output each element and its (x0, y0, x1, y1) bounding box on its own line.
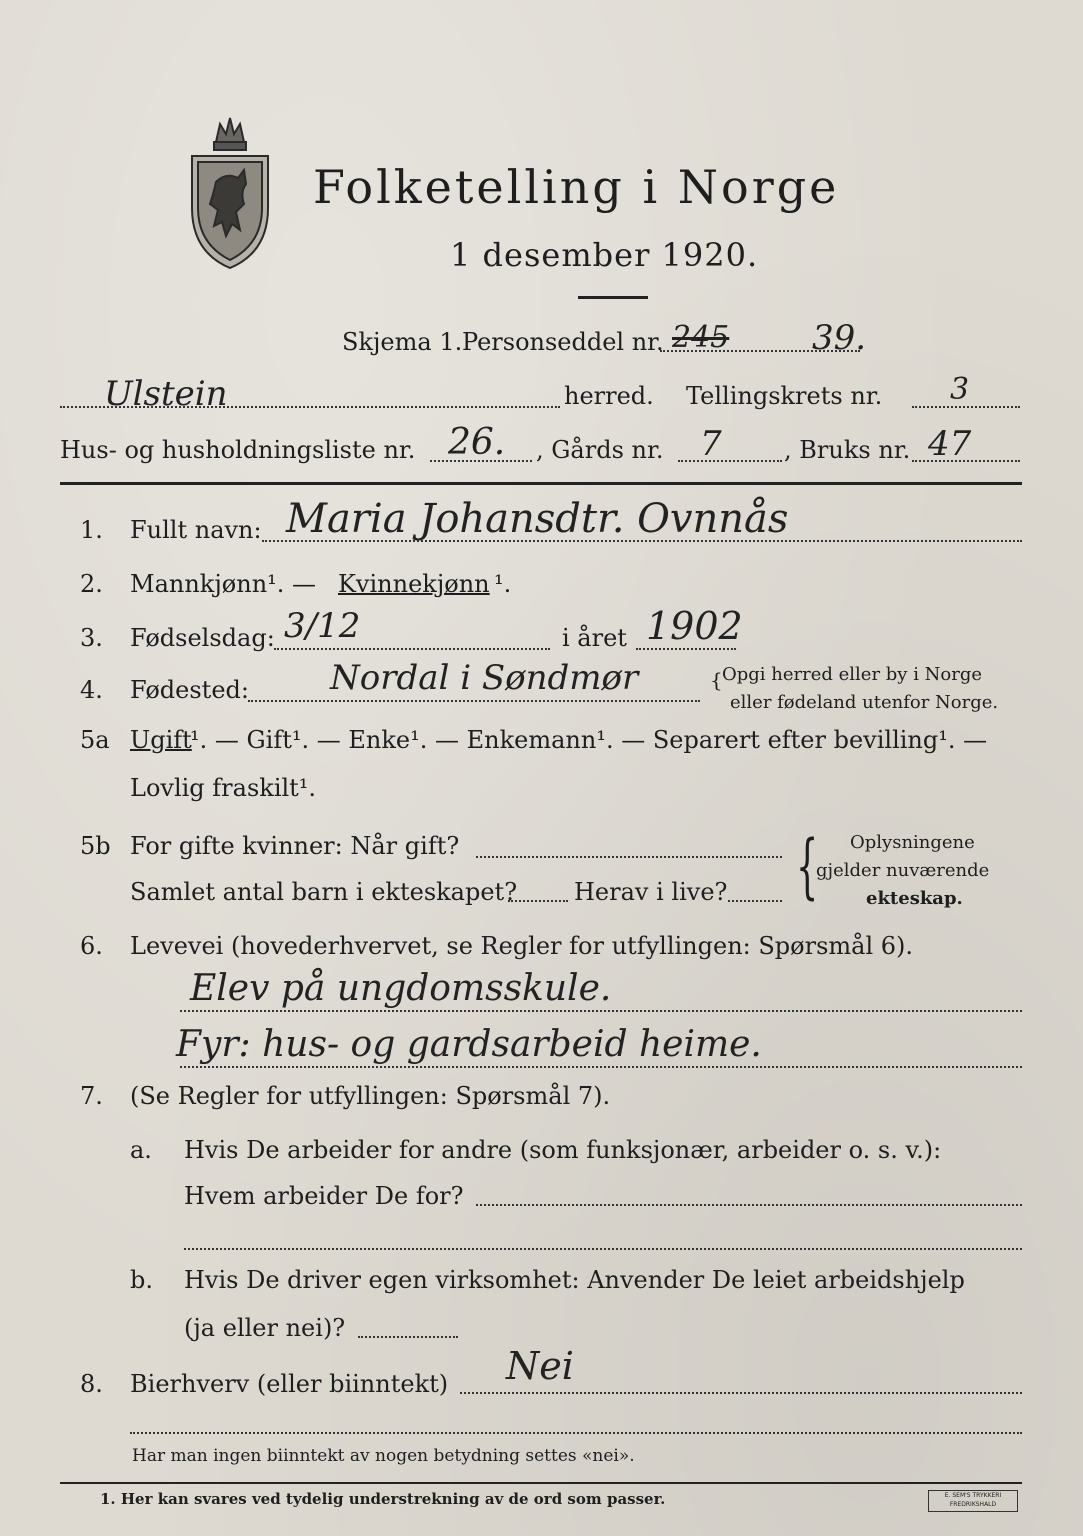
herred-value: Ulstein (104, 374, 228, 414)
header-separator (60, 482, 1022, 485)
full-name-value: Maria Johansdtr. Ovnnås (286, 496, 789, 542)
herred-line (60, 406, 560, 408)
husholdningsliste-line (430, 460, 532, 462)
q5b-note-line1: Oplysningene (850, 832, 975, 853)
footer-separator (60, 1482, 1022, 1484)
side-income-value: Nei (506, 1344, 574, 1388)
bruks-label: , Bruks nr. (784, 436, 911, 464)
q6-label: Levevei (hovederhvervet, se Regler for utfyllingen: Spørsmål 6). (130, 932, 914, 960)
side-income-extra-line (130, 1432, 1022, 1434)
birthplace-note-line1: Opgi herred eller by i Norge (722, 664, 983, 685)
q5b-married-line (476, 856, 782, 858)
q7b-label: Hvis De driver egen virksomhet: Anvender De leiet arbeidshjelp (184, 1266, 965, 1294)
birth-year-label: i året (562, 624, 627, 652)
q5b-note-brace: { (796, 825, 819, 907)
birthplace-line (248, 700, 700, 702)
q5b-children-line (508, 900, 568, 902)
q8-label: Bierhverv (eller biinntekt) (130, 1370, 449, 1398)
footnote: 1. Her kan svares ved tydelig understrekning av de ord som passer. (100, 1490, 666, 1508)
q7b-letter: b. (130, 1266, 153, 1294)
q5b-alive-label: Herav i live? (574, 878, 728, 906)
form-title: Folketelling i Norge (313, 160, 840, 214)
side-income-line (460, 1392, 1022, 1394)
q5a-unmarried: Ugift (130, 726, 192, 754)
birthplace-note-line2: eller fødeland utenfor Norge. (730, 692, 999, 713)
q5b-note-line2: gjelder nuværende (816, 860, 990, 881)
census-date: 1 desember 1920. (450, 236, 759, 274)
q7b-answer-label: (ja eller nei)? (184, 1314, 346, 1342)
q3-number: 3. (80, 624, 103, 652)
q1-label: Fullt navn: (130, 516, 262, 544)
q4-label: Fødested: (130, 676, 249, 704)
q7-label: (Se Regler for utfyllingen: Spørsmål 7). (130, 1082, 611, 1110)
q7-number: 7. (80, 1082, 103, 1110)
q2-female-label: Kvinnekjønn (338, 570, 490, 598)
q5b-alive-line (728, 900, 782, 902)
q2-suffix: ¹. (494, 570, 512, 598)
birth-year-line (636, 648, 736, 650)
q7a-employer-line (476, 1204, 1022, 1206)
title-divider (578, 296, 648, 299)
personseddel-value: 39. (812, 318, 867, 358)
birthplace-value: Nordal i Søndmør (330, 658, 639, 698)
bruks-line (912, 460, 1020, 462)
q1-number: 1. (80, 516, 103, 544)
q7a-extra-line (184, 1248, 1022, 1250)
herred-label: herred. (564, 382, 654, 410)
occupation-line2 (180, 1066, 1022, 1068)
tellingskrets-label: Tellingskrets nr. (686, 382, 883, 410)
gards-value: 7 (700, 424, 722, 464)
tellingskrets-line (912, 406, 1020, 408)
skjema-label: Skjema 1. (342, 328, 463, 356)
q5a-divorced: Lovlig fraskilt¹. (130, 774, 317, 802)
personseddel-struck-value: 245 (672, 320, 730, 355)
q5b-number: 5b (80, 832, 111, 860)
birthday-value: 3/12 (284, 606, 361, 646)
birthplace-note-brace: { (710, 668, 723, 692)
q2-number: 2. (80, 570, 103, 598)
q7a-letter: a. (130, 1136, 152, 1164)
footer-note: Har man ingen biinntekt av nogen betydning settes «nei». (132, 1446, 635, 1466)
personseddel-label: Personseddel nr. (462, 328, 664, 356)
q6-number: 6. (80, 932, 103, 960)
q7a-employer-label: Hvem arbeider De for? (184, 1182, 464, 1210)
birthday-line (274, 648, 550, 650)
tellingskrets-value: 3 (950, 372, 970, 407)
birth-year-value: 1902 (646, 604, 743, 648)
printer-stamp: E. SEM'S TRYKKERI FREDRIKSHALD (928, 1490, 1018, 1512)
gards-label: , Gårds nr. (536, 436, 664, 464)
q5a-number: 5a (80, 726, 110, 754)
q5b-married-label: For gifte kvinner: Når gift? (130, 832, 460, 860)
full-name-line (262, 540, 1022, 542)
q5b-children-label: Samlet antal barn i ekteskapet? (130, 878, 518, 906)
occupation-value-line1: Elev på ungdomsskule. (190, 968, 612, 1009)
occupation-line1 (180, 1010, 1022, 1012)
husholdningsliste-value: 26. (448, 422, 506, 463)
q4-number: 4. (80, 676, 103, 704)
husholdningsliste-label: Hus- og husholdningsliste nr. (60, 436, 416, 464)
occupation-value-line2: Fyr: hus- og gardsarbeid heime. (176, 1024, 762, 1065)
q7a-label: Hvis De arbeider for andre (som funksjonær, arbeider o. s. v.): (184, 1136, 942, 1164)
q5a-options: ¹. — Gift¹. — Enke¹. — Enkemann¹. — Separert efter bevilling¹. — (190, 726, 988, 754)
coat-of-arms-icon (186, 112, 274, 272)
personseddel-line (660, 350, 860, 352)
gards-line (678, 460, 782, 462)
q3-label: Fødselsdag: (130, 624, 275, 652)
q7b-answer-line (358, 1336, 458, 1338)
q2-male-label: Mannkjønn¹. — (130, 570, 317, 598)
q8-number: 8. (80, 1370, 103, 1398)
q5b-note-line3: ekteskap. (866, 888, 963, 909)
bruks-value: 47 (928, 424, 972, 464)
